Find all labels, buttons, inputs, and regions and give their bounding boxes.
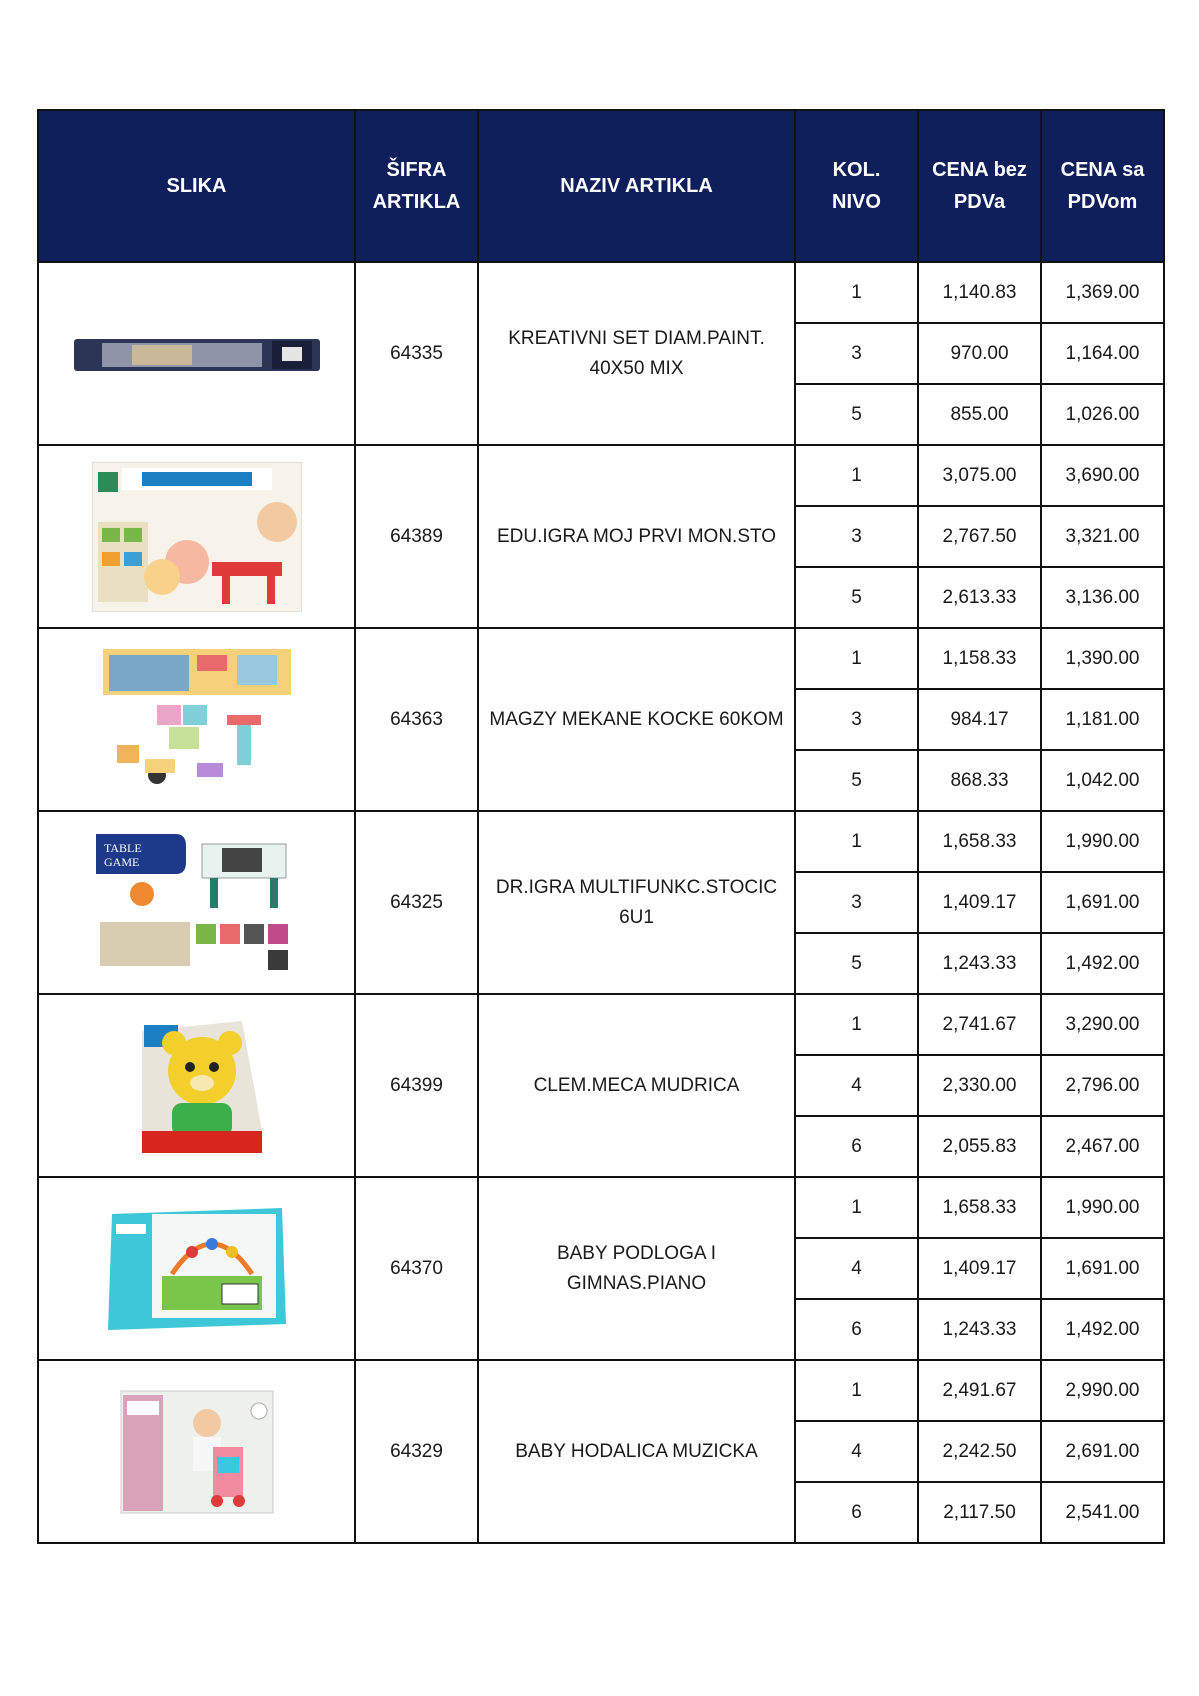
product-image-musical-baby-walker-box bbox=[38, 1360, 355, 1543]
price-without-vat: 868.33 bbox=[918, 750, 1041, 811]
price-without-vat: 2,330.00 bbox=[918, 1055, 1041, 1116]
price-with-vat: 3,290.00 bbox=[1041, 994, 1164, 1055]
product-image-multifunction-game-table bbox=[38, 811, 355, 994]
price-with-vat: 2,541.00 bbox=[1041, 1482, 1164, 1543]
table-row bbox=[38, 445, 1164, 506]
price-without-vat: 1,243.33 bbox=[918, 933, 1041, 994]
price-without-vat: 2,767.50 bbox=[918, 506, 1041, 567]
svg-text:TABLE: TABLE bbox=[103, 840, 142, 855]
price-with-vat: 1,990.00 bbox=[1041, 811, 1164, 872]
product-image-soft-blocks-set bbox=[38, 628, 355, 811]
price-with-vat: 1,042.00 bbox=[1041, 750, 1164, 811]
price-with-vat: 1,026.00 bbox=[1041, 384, 1164, 445]
header-kol: KOL. NIVO bbox=[795, 110, 918, 262]
quantity-level: 5 bbox=[795, 384, 918, 445]
quantity-level: 1 bbox=[795, 811, 918, 872]
price-without-vat: 2,613.33 bbox=[918, 567, 1041, 628]
price-without-vat: 970.00 bbox=[918, 323, 1041, 384]
table-row bbox=[38, 262, 1164, 323]
price-without-vat: 2,491.67 bbox=[918, 1360, 1041, 1421]
product-name: KREATIVNI SET DIAM.PAINT. 40X50 MIX bbox=[478, 262, 795, 445]
price-with-vat: 1,691.00 bbox=[1041, 872, 1164, 933]
price-without-vat: 2,117.50 bbox=[918, 1482, 1041, 1543]
product-name: MAGZY MEKANE KOCKE 60KOM bbox=[478, 628, 795, 811]
quantity-level: 5 bbox=[795, 567, 918, 628]
price-without-vat: 1,658.33 bbox=[918, 1177, 1041, 1238]
price-with-vat: 1,390.00 bbox=[1041, 628, 1164, 689]
price-without-vat: 1,158.33 bbox=[918, 628, 1041, 689]
price-without-vat: 984.17 bbox=[918, 689, 1041, 750]
price-without-vat: 2,741.67 bbox=[918, 994, 1041, 1055]
quantity-level: 1 bbox=[795, 445, 918, 506]
header-cena-sa: CENA sa PDVom bbox=[1041, 110, 1164, 262]
price-without-vat: 1,658.33 bbox=[918, 811, 1041, 872]
table-row bbox=[38, 628, 1164, 689]
price-with-vat: 2,796.00 bbox=[1041, 1055, 1164, 1116]
header-sifra: ŠIFRA ARTIKLA bbox=[355, 110, 478, 262]
product-code: 64335 bbox=[355, 262, 478, 445]
price-without-vat: 1,243.33 bbox=[918, 1299, 1041, 1360]
quantity-level: 3 bbox=[795, 506, 918, 567]
price-without-vat: 2,242.50 bbox=[918, 1421, 1041, 1482]
quantity-level: 3 bbox=[795, 872, 918, 933]
product-code: 64329 bbox=[355, 1360, 478, 1543]
quantity-level: 4 bbox=[795, 1055, 918, 1116]
table-row bbox=[38, 994, 1164, 1055]
product-code: 64389 bbox=[355, 445, 478, 628]
product-name: DR.IGRA MULTIFUNKC.STOCIC 6U1 bbox=[478, 811, 795, 994]
product-name: BABY HODALICA MUZICKA bbox=[478, 1360, 795, 1543]
price-with-vat: 3,321.00 bbox=[1041, 506, 1164, 567]
price-with-vat: 2,691.00 bbox=[1041, 1421, 1164, 1482]
product-code: 64325 bbox=[355, 811, 478, 994]
table-row bbox=[38, 1360, 1164, 1421]
product-name: EDU.IGRA MOJ PRVI MON.STO bbox=[478, 445, 795, 628]
product-code: 64399 bbox=[355, 994, 478, 1177]
product-code: 64363 bbox=[355, 628, 478, 811]
price-with-vat: 1,691.00 bbox=[1041, 1238, 1164, 1299]
quantity-level: 4 bbox=[795, 1238, 918, 1299]
price-table bbox=[37, 109, 1165, 1544]
quantity-level: 5 bbox=[795, 750, 918, 811]
quantity-level: 6 bbox=[795, 1299, 918, 1360]
quantity-level: 1 bbox=[795, 1177, 918, 1238]
svg-text:GAME: GAME bbox=[103, 854, 139, 869]
quantity-level: 4 bbox=[795, 1421, 918, 1482]
quantity-level: 3 bbox=[795, 323, 918, 384]
product-image-activity-bear-toy bbox=[38, 994, 355, 1177]
quantity-level: 3 bbox=[795, 689, 918, 750]
price-with-vat: 3,136.00 bbox=[1041, 567, 1164, 628]
quantity-level: 1 bbox=[795, 262, 918, 323]
header-row bbox=[38, 110, 1164, 262]
product-image-montessori-table-box bbox=[38, 445, 355, 628]
price-with-vat: 1,492.00 bbox=[1041, 933, 1164, 994]
product-image-baby-piano-gym-mat bbox=[38, 1177, 355, 1360]
product-code: 64370 bbox=[355, 1177, 478, 1360]
product-name: CLEM.MECA MUDRICA bbox=[478, 994, 795, 1177]
price-with-vat: 3,690.00 bbox=[1041, 445, 1164, 506]
price-without-vat: 855.00 bbox=[918, 384, 1041, 445]
header-naziv: NAZIV ARTIKLA bbox=[478, 110, 795, 262]
table-row bbox=[38, 1177, 1164, 1238]
product-name: BABY PODLOGA I GIMNAS.PIANO bbox=[478, 1177, 795, 1360]
header-cena-bez: CENA bez PDVa bbox=[918, 110, 1041, 262]
price-without-vat: 2,055.83 bbox=[918, 1116, 1041, 1177]
quantity-level: 5 bbox=[795, 933, 918, 994]
product-image-diamond-painting-set-box bbox=[38, 262, 355, 445]
price-without-vat: 3,075.00 bbox=[918, 445, 1041, 506]
quantity-level: 6 bbox=[795, 1482, 918, 1543]
price-with-vat: 1,181.00 bbox=[1041, 689, 1164, 750]
quantity-level: 1 bbox=[795, 1360, 918, 1421]
table-row bbox=[38, 811, 1164, 872]
quantity-level: 1 bbox=[795, 994, 918, 1055]
quantity-level: 6 bbox=[795, 1116, 918, 1177]
price-with-vat: 2,990.00 bbox=[1041, 1360, 1164, 1421]
table-body bbox=[38, 262, 1164, 1543]
price-with-vat: 1,990.00 bbox=[1041, 1177, 1164, 1238]
quantity-level: 1 bbox=[795, 628, 918, 689]
price-without-vat: 1,409.17 bbox=[918, 1238, 1041, 1299]
header-slika: SLIKA bbox=[38, 110, 355, 262]
price-with-vat: 1,369.00 bbox=[1041, 262, 1164, 323]
price-without-vat: 1,140.83 bbox=[918, 262, 1041, 323]
price-without-vat: 1,409.17 bbox=[918, 872, 1041, 933]
price-with-vat: 1,164.00 bbox=[1041, 323, 1164, 384]
price-with-vat: 1,492.00 bbox=[1041, 1299, 1164, 1360]
price-with-vat: 2,467.00 bbox=[1041, 1116, 1164, 1177]
